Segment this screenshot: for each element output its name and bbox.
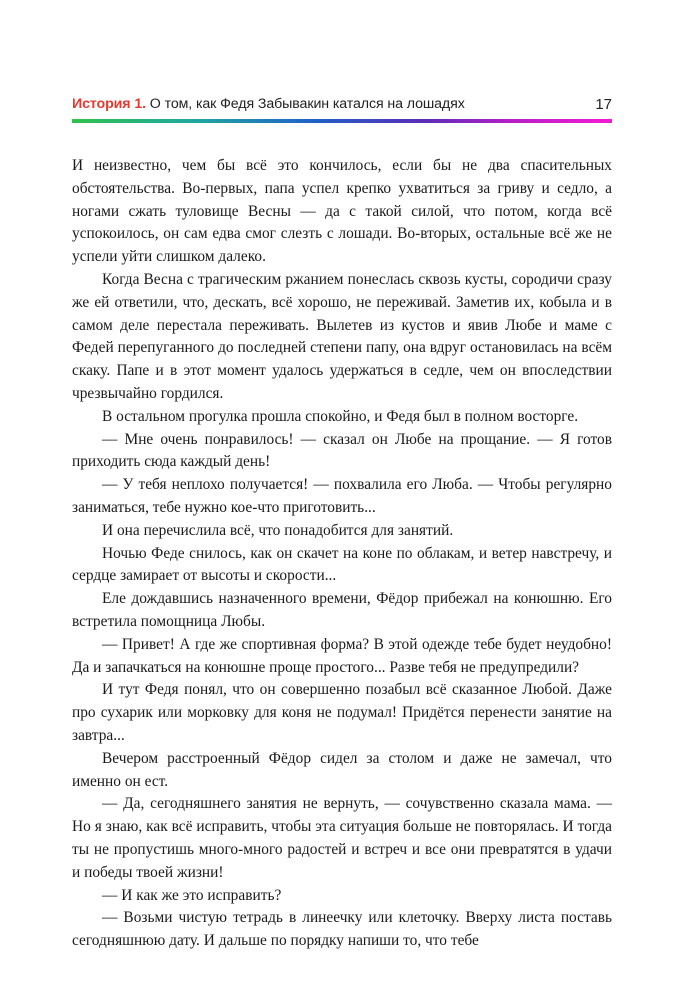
running-header — [72, 96, 612, 118]
paragraph: Еле дождавшись назначенного времени, Фёдор прибежал на конюшню. Его встретила помощница Любы. — [72, 590, 612, 630]
header-gradient-rule — [72, 119, 612, 123]
paragraph: И неизвестно, чем бы всё это кончилось, если бы не два спасительных обстоятельства. Во-первых, папа успел крепко ухватиться за гриву и седло, а ногами сжать туловище Весны — да с такой силой, что потом, когда всё успокоилось, он сам едва смог слезть с лошади. Во-вторых, остальные всё же не успели уйти слишком далеко. — [72, 157, 612, 266]
chapter-label: История 1. — [72, 96, 146, 112]
paragraph: Ночью Феде снилось, как он скачет на коне по облакам, и ветер навстречу, и сердце замирает от высоты и скорости... — [72, 544, 612, 585]
dialogue-paragraph: — У тебя неплохо получается! — похвалила его Люба. — Чтобы регулярно заниматься, тебе нужно кое-что приготовить... — [72, 476, 612, 516]
paragraph: Когда Весна с трагическим ржанием понеслась сквозь кусты, сородичи сразу же ей ответили, что, дескать, всё хорошо, не переживай. Заметив их, кобыла и в самом деле перестала переживать. Вылетев из кустов и явив Любе и маме с Федей перепуганного до последней степени папу, она вдруг остановилась на всём скаку. Папе и в этот момент удалось удержаться в седле, чем он впоследствии чрезвычайно гордился. — [72, 270, 612, 402]
chapter-subtitle: О том, как Федя Забывакин катался на лошадях — [145, 96, 465, 112]
paragraph: И она перечислила всё, что понадобится для занятий. — [102, 521, 454, 539]
dialogue-paragraph: — Привет! А где же спортивная форма? В этой одежде тебе будет неудобно! Да и запачкаться на конюшне проще простого... Разве тебя не предупредили? — [72, 635, 612, 676]
body-text — [72, 155, 612, 953]
paragraph: Вечером расстроенный Фёдор сидел за столом и даже не замечал, что именно он ест. — [72, 749, 612, 790]
dialogue-paragraph: — Мне очень понравилось! — сказал он Любе на прощание. — Я готов приходить сюда каждый день! — [72, 430, 612, 471]
dialogue-paragraph: — Да, сегодняшнего занятия не вернуть, — сочувственно сказала мама. — Но я знаю, как всё исправить, чтобы эта ситуация больше не повторялась. И тогда ты не пропустишь много-много радостей и встреч и все они превратятся в удачи и победы твоей жизни! — [72, 795, 612, 881]
chapter-title — [72, 96, 465, 112]
paragraph: И тут Федя понял, что он совершенно позабыл всё сказанное Любой. Даже про сухарик или морковку для коня не подумал! Придётся перенести занятие на завтра... — [72, 681, 612, 744]
dialogue-paragraph: — Возьми чистую тетрадь в линеечку или клеточку. Вверху листа поставь сегодняшнюю дату. И дальше по порядку напиши то, что тебе — [72, 909, 612, 950]
paragraph: В остальном прогулка прошла спокойно, и Федя был в полном восторге. — [102, 407, 579, 425]
page-number: 17 — [595, 96, 612, 113]
dialogue-paragraph: — И как же это исправить? — [102, 886, 282, 904]
